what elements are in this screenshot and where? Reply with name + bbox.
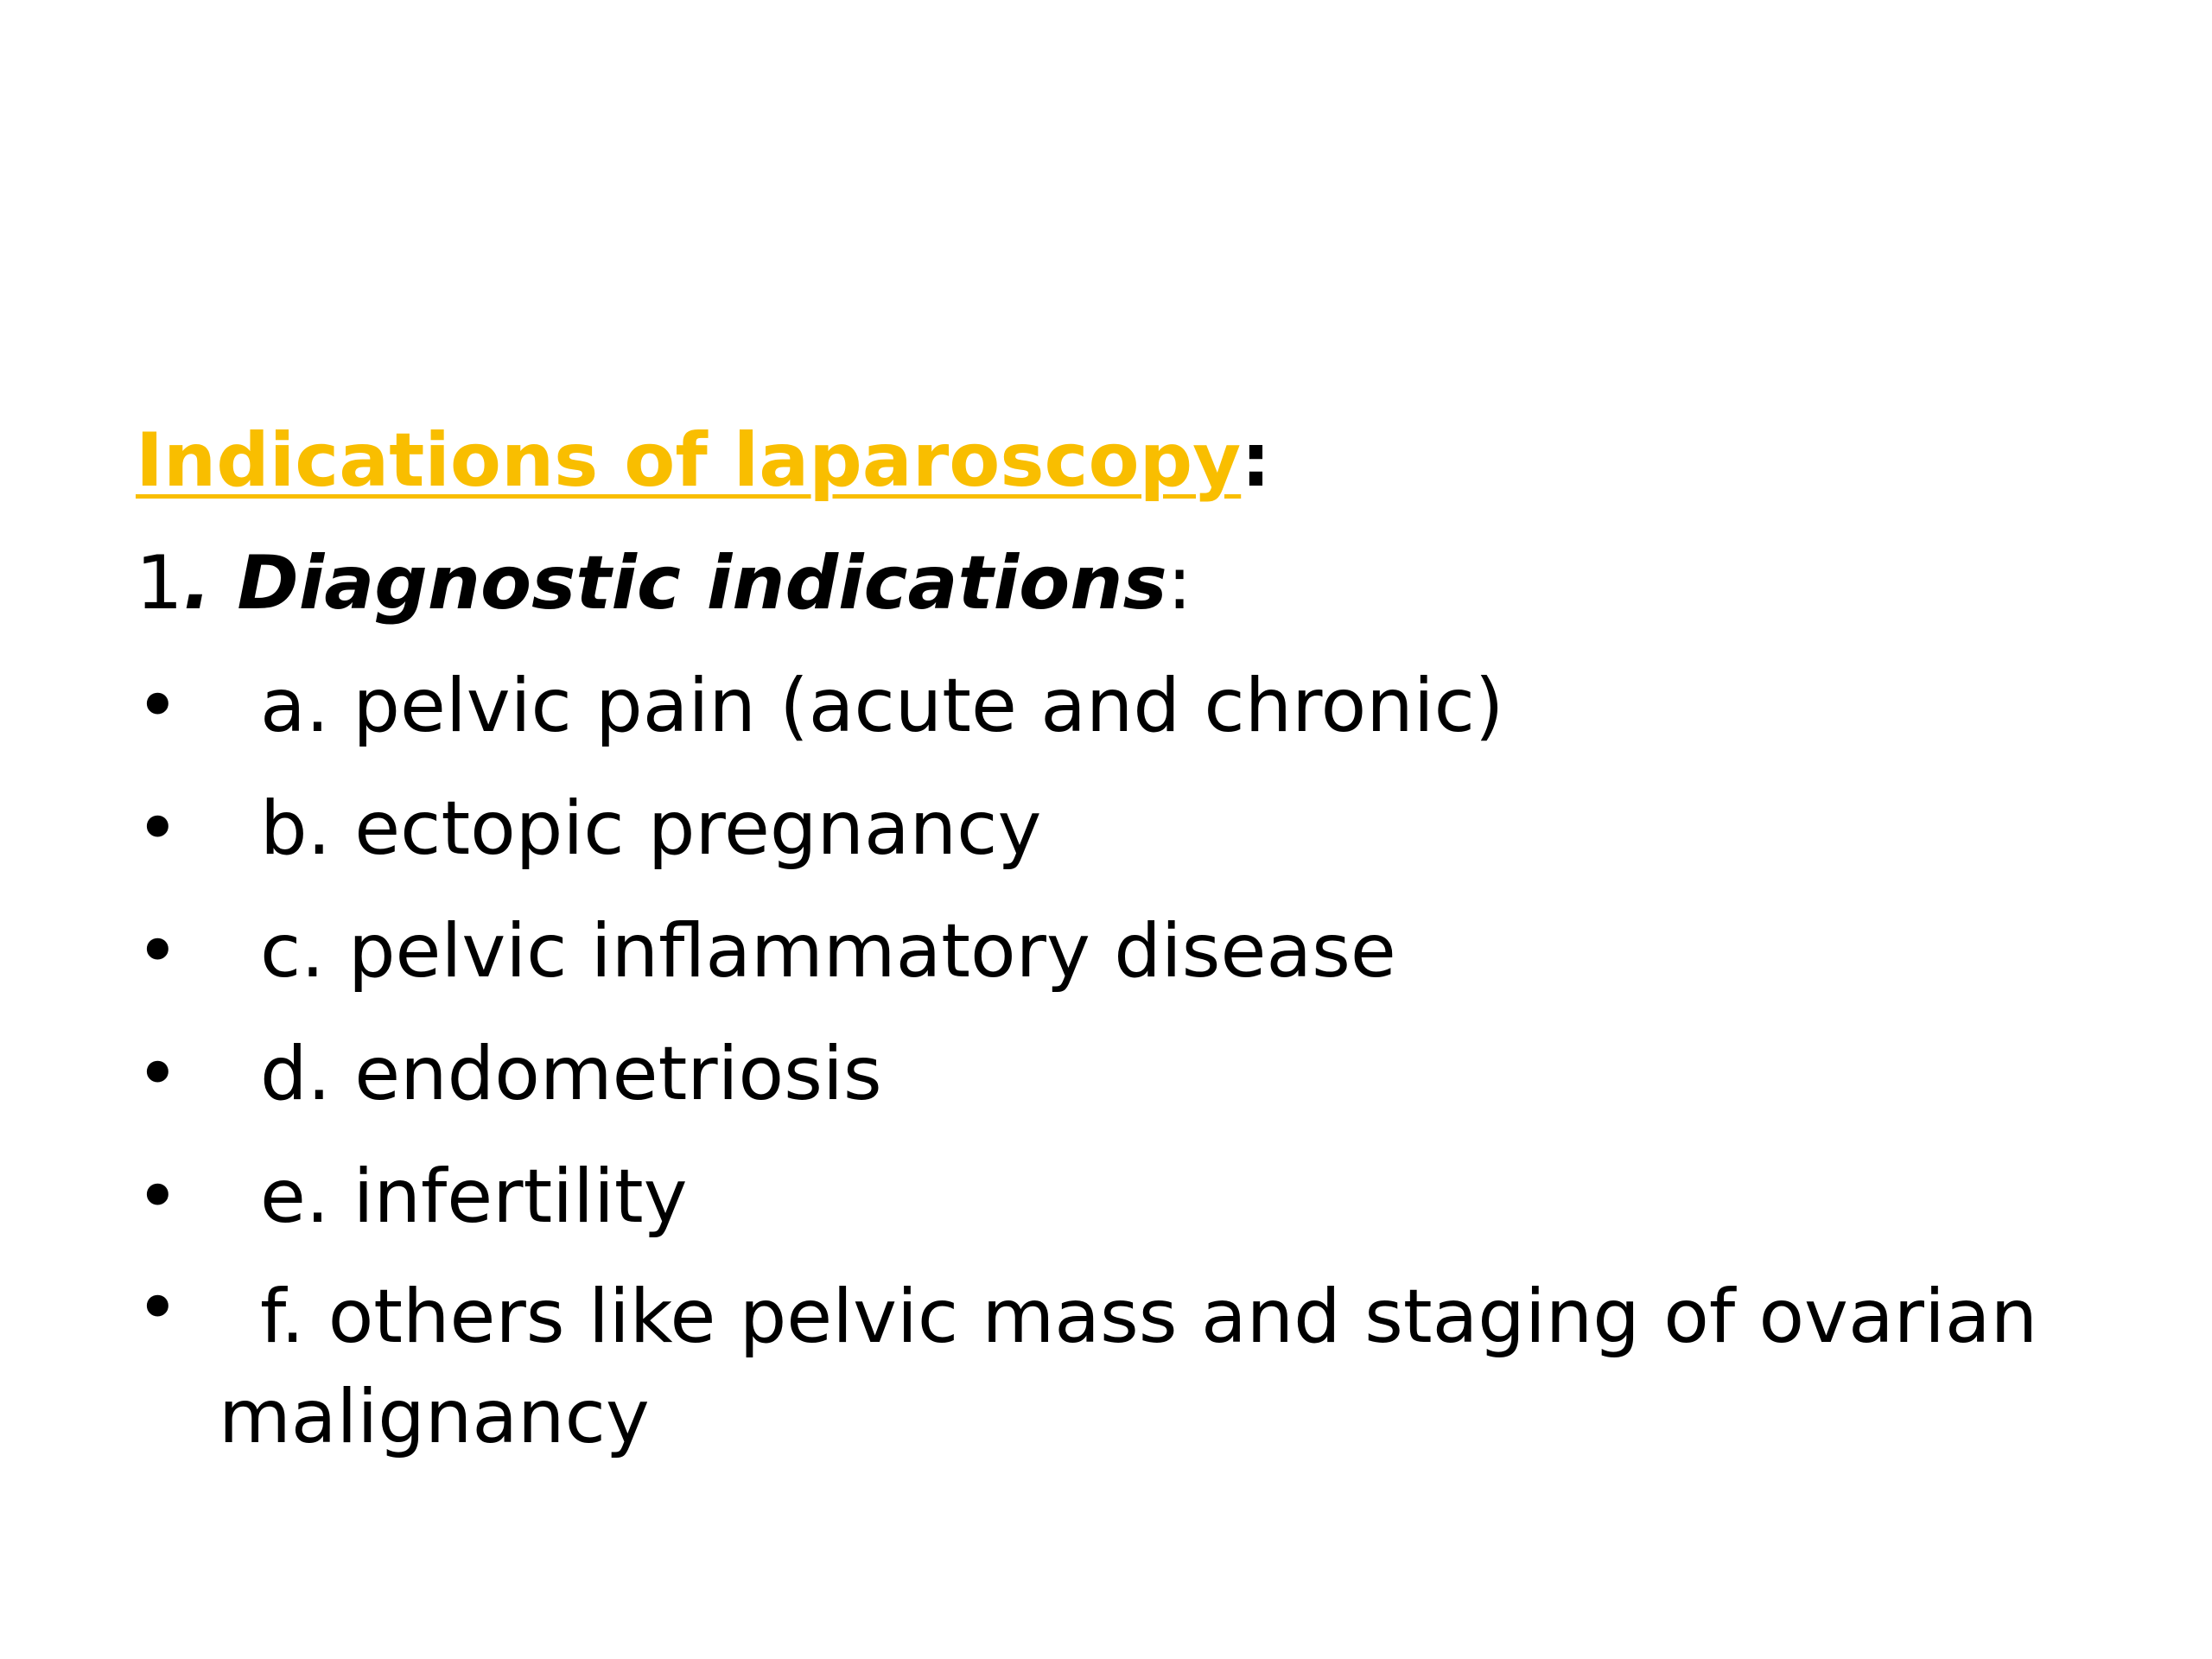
bullet-icon: • xyxy=(136,908,180,995)
heading-colon: : xyxy=(1241,417,1271,504)
list-item-text: a. pelvic pain (acute and chronic) xyxy=(260,663,1504,749)
indication-list xyxy=(136,645,2088,1467)
list-item xyxy=(136,1258,2088,1467)
list-item-text: b. ectopic pregnancy xyxy=(260,785,1042,872)
list-item-text: c. pelvic inflammatory disease xyxy=(260,908,1396,995)
bullet-icon: • xyxy=(136,663,180,749)
bullet-icon: • xyxy=(136,1154,180,1240)
list-item-text: d. endometriosis xyxy=(260,1031,882,1117)
heading-link[interactable]: Indications of laparoscopy xyxy=(136,417,1242,504)
section-colon: : xyxy=(1166,540,1192,626)
list-item xyxy=(136,645,2088,767)
bullet-icon: • xyxy=(136,785,180,872)
list-item-text: e. infertility xyxy=(260,1154,688,1240)
list-item xyxy=(136,1135,2088,1258)
section-title xyxy=(136,522,2088,645)
slide-heading xyxy=(136,399,2088,522)
list-item-text: f. others like pelvic mass and staging of ovarian malignancy xyxy=(219,1274,2038,1460)
bullet-icon: • xyxy=(136,1265,180,1351)
list-item xyxy=(136,1013,2088,1135)
list-item xyxy=(136,767,2088,890)
section-title-text: . Diagnostic indications xyxy=(182,540,1167,626)
list-item xyxy=(136,890,2088,1013)
bullet-icon: • xyxy=(136,1031,180,1117)
section-number: 1 xyxy=(136,540,183,626)
slide-content xyxy=(136,399,2088,1467)
